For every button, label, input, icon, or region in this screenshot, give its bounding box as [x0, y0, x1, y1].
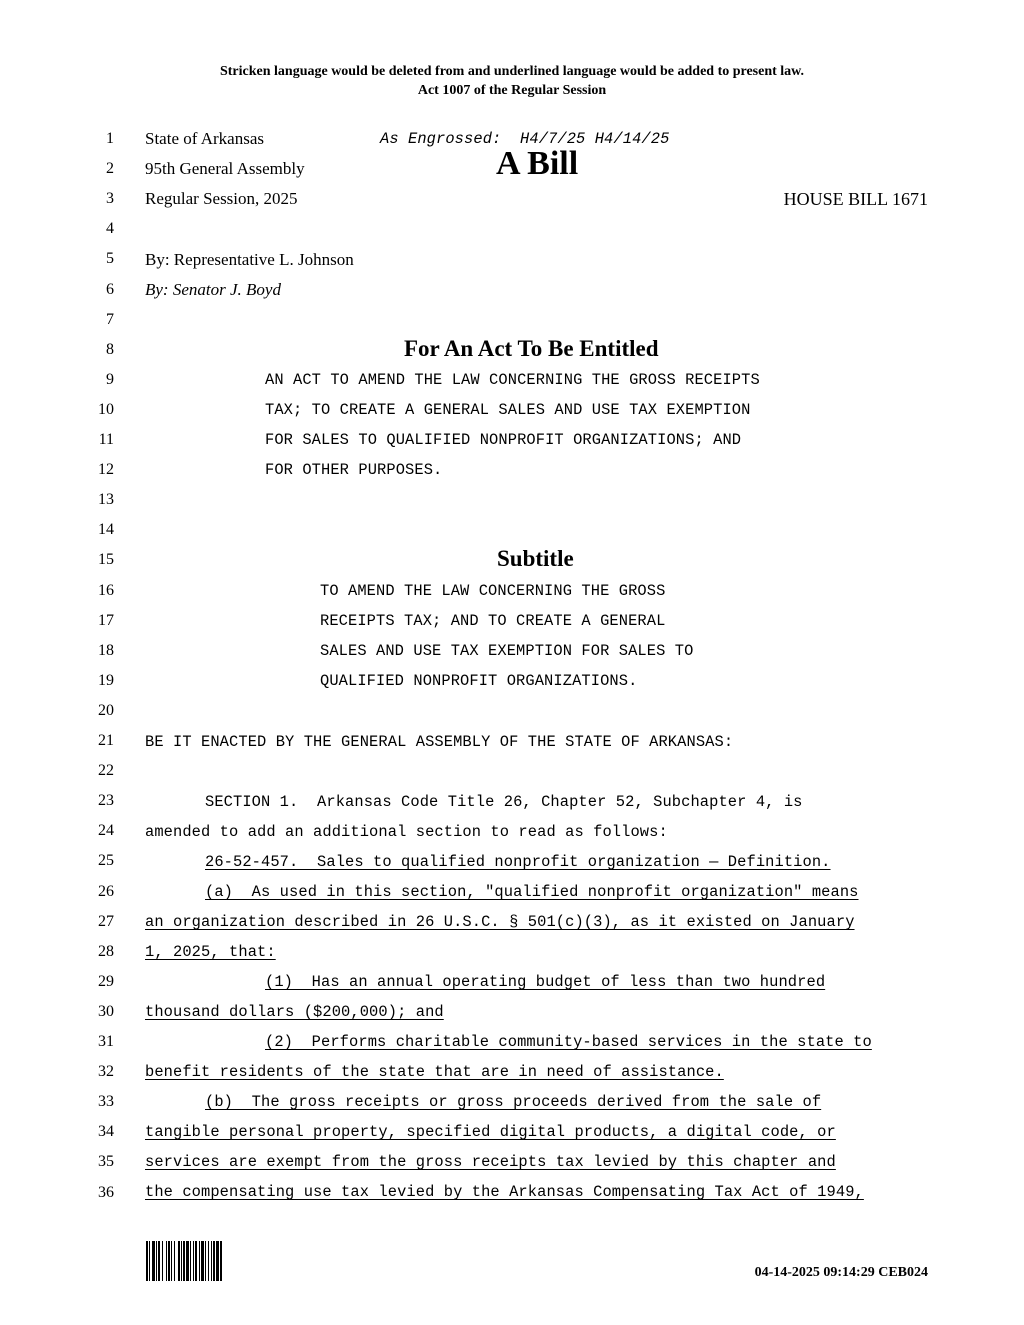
line-number: 25	[98, 852, 114, 870]
body-line-added: (1) Has an annual operating budget of less than two hundred	[265, 973, 826, 991]
line-number: 36	[98, 1183, 114, 1201]
line-number: 5	[106, 250, 114, 268]
document-type: A Bill	[496, 145, 579, 182]
general-assembly: 95th General Assembly	[145, 159, 305, 178]
line-number: 19	[98, 671, 114, 689]
state-label: State of Arkansas	[145, 129, 264, 148]
line-number: 6	[106, 280, 114, 298]
line-number: 32	[98, 1063, 114, 1081]
line-number: 9	[106, 370, 114, 388]
line-number: 4	[106, 220, 114, 238]
body-line-added: services are exempt from the gross receipts tax levied by this chapter and	[145, 1153, 836, 1171]
body-line-added: an organization described in 26 U.S.C. § 501(c)(3), as it existed on January	[145, 913, 855, 931]
line-number: 8	[106, 340, 114, 358]
sponsor-senate: By: Senator J. Boyd	[145, 280, 281, 299]
body-line-added: (b) The gross receipts or gross proceeds derived from the sale of	[205, 1093, 822, 1111]
line-number: 34	[98, 1123, 114, 1141]
line-number: 31	[98, 1033, 114, 1050]
bill-number: HOUSE BILL 1671	[783, 189, 928, 209]
line-number: 12	[98, 461, 114, 479]
line-number: 16	[98, 581, 114, 599]
line-number: 1	[106, 130, 114, 147]
line-number: 21	[98, 732, 114, 749]
subtitle-heading: Subtitle	[497, 546, 574, 571]
line-number: 29	[98, 972, 114, 990]
enacting-clause: BE IT ENACTED BY THE GENERAL ASSEMBLY OF THE STATE OF ARKANSAS:	[145, 733, 734, 751]
engrossed-stamp: As Engrossed: H4/7/25 H4/14/25	[380, 130, 670, 148]
line-number: 35	[98, 1153, 114, 1171]
line-number: 2	[106, 160, 114, 178]
body-line-added: (a) As used in this section, "qualified nonprofit organization" means	[205, 883, 859, 901]
new-section-title: 26-52-457. Sales to qualified nonprofit organization — Definition.	[205, 853, 831, 871]
title-line: TAX; TO CREATE A GENERAL SALES AND USE TAX EXEMPTION	[265, 401, 751, 419]
body-line-added: tangible personal property, specified digital products, a digital code, or	[145, 1123, 836, 1141]
line-number: 15	[98, 551, 114, 569]
line-number: 27	[98, 912, 114, 930]
title-line: AN ACT TO AMEND THE LAW CONCERNING THE GROSS RECEIPTS	[265, 371, 760, 389]
body-line-added: benefit residents of the state that are in need of assistance.	[145, 1063, 724, 1081]
line-number: 22	[98, 762, 114, 780]
line-number: 30	[98, 1002, 114, 1020]
session-label: Regular Session, 2025	[145, 189, 298, 208]
act-line: Act 1007 of the Regular Session	[417, 83, 607, 98]
strike-note: Stricken language would be deleted from and underlined language would be added to present law.	[219, 64, 805, 79]
line-number: 17	[98, 611, 114, 629]
title-line: FOR SALES TO QUALIFIED NONPROFIT ORGANIZATIONS; AND	[265, 431, 742, 449]
body-line-added: thousand dollars ($200,000); and	[145, 1003, 444, 1021]
line-number: 28	[98, 942, 114, 960]
line-number: 13	[98, 491, 114, 509]
line-number: 23	[98, 792, 114, 810]
footer-timestamp: 04-14-2025 09:14:29 CEB024	[754, 1265, 928, 1280]
title-line: FOR OTHER PURPOSES.	[265, 461, 443, 479]
body-line-added: 1, 2025, that:	[145, 943, 276, 961]
line-number: 20	[98, 701, 114, 719]
line-number: 14	[98, 521, 114, 539]
body-line-added: (2) Performs charitable community-based services in the state to	[265, 1033, 872, 1051]
line-number: 33	[98, 1093, 114, 1111]
page-header	[0, 62, 1024, 100]
title-heading: For An Act To Be Entitled	[404, 336, 659, 361]
sponsor-house: By: Representative L. Johnson	[145, 250, 354, 269]
subtitle-line: RECEIPTS TAX; AND TO CREATE A GENERAL	[320, 612, 666, 630]
line-number: 26	[98, 882, 114, 900]
line-number: 3	[106, 190, 114, 208]
subtitle-line: TO AMEND THE LAW CONCERNING THE GROSS	[320, 582, 666, 600]
body-line-added: the compensating use tax levied by the Arkansas Compensating Tax Act of 1949,	[145, 1183, 864, 1201]
line-number: 18	[98, 641, 114, 659]
subtitle-line: SALES AND USE TAX EXEMPTION FOR SALES TO	[320, 642, 694, 660]
line-number: 24	[98, 822, 114, 840]
line-number: 7	[106, 310, 114, 328]
barcode-icon	[146, 1241, 272, 1281]
subtitle-line: QUALIFIED NONPROFIT ORGANIZATIONS.	[320, 672, 638, 690]
body-line: amended to add an additional section to read as follows:	[145, 823, 668, 841]
line-number: 10	[98, 400, 114, 418]
line-number: 11	[98, 431, 114, 448]
section-heading: SECTION 1. Arkansas Code Title 26, Chapter 52, Subchapter 4, is	[205, 793, 803, 811]
